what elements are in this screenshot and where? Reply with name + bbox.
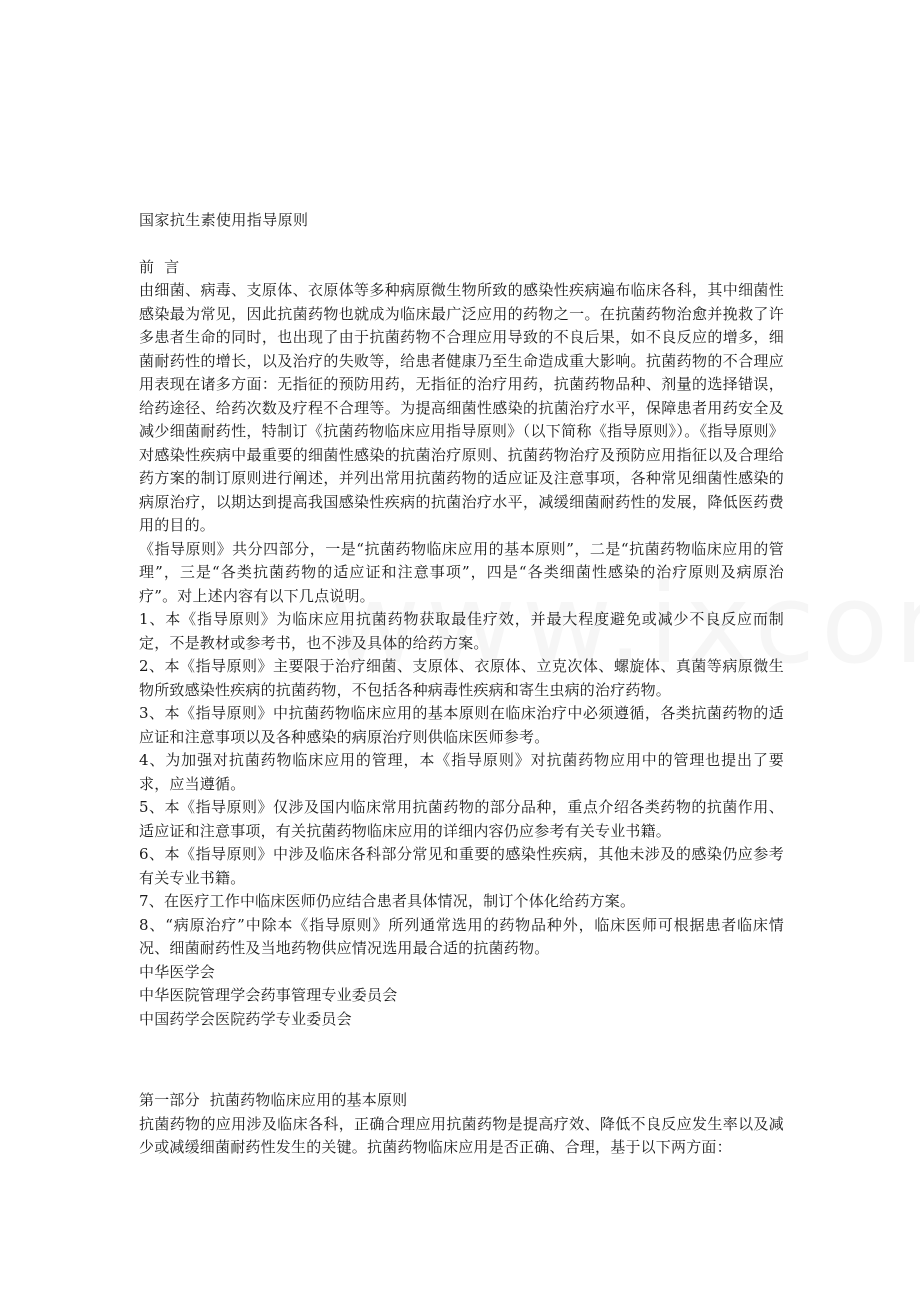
note-item-7: 7、在医疗工作中临床医师仍应结合患者具体情况，制订个体化给药方案。	[139, 892, 636, 910]
signatory-3: 中国药学会医院药学专业委员会	[139, 1009, 352, 1028]
part-one-heading: 第一部分 抗菌药物临床应用的基本原则	[139, 1091, 408, 1109]
note-item-8: 8、“病原治疗”中除本《指导原则》所列通常选用的药物品种外，临床医师可根据患者临床情况、细菌耐药性及当地药物供应情况选用最合适的抗菌药物。	[139, 915, 784, 957]
signatory-2: 中华医院管理学会药事管理专业委员会	[139, 986, 398, 1004]
note-item-5: 5、本《指导原则》仅涉及国内临床常用抗菌药物的部分品种，重点介绍各类药物的抗菌作用、适应证和注意事项，有关抗菌药物临床应用的详细内容仍应参考有关专业书籍。	[139, 798, 784, 840]
note-item-3: 3、本《指导原则》中抗菌药物临床应用的基本原则在临床治疗中必须遵循，各类抗菌药物的适应证和注意事项以及各种感染的病原治疗则供临床医师参考。	[139, 704, 784, 746]
note-item-2: 2、本《指导原则》主要限于治疗细菌、支原体、衣原体、立克次体、螺旋体、真菌等病原微生物所致感染性疾病的抗菌药物，不包括各种病毒性疾病和寄生虫病的治疗药物。	[139, 657, 784, 699]
preface-paragraph-1: 由细菌、病毒、支原体、衣原体等多种病原微生物所致的感染性疾病遍布临床各科，其中细菌性感染最为常见，因此抗菌药物也就成为临床最广泛应用的药物之一。在抗菌药物治愈并挽救了许多患者生命的同时，也出现了由于抗菌药物不合理应用导致的不良后果，如不良反应的增多，细菌耐药性的增长，以及治疗的失败等，给患者健康乃至生命造成重大影响。抗菌药物的不合理应用表现在诸多方面：无指征的预防用药，无指征的治疗用药，抗菌药物品种、剂量的选择错误，给药途径、给药次数及疗程不合理等。为提高细菌性感染的抗菌治疗水平，保障患者用药安全及减少细菌耐药性，特制订《抗菌药物临床应用指导原则》（以下简称《指导原则》）。《指导原则》对感染性疾病中最重要的细菌性感染的抗菌治疗原则、抗菌药物治疗及预防应用指征以及合理给药方案的制订原则进行阐述，并列出常用抗菌药物的适应证及注意事项，各种常见细菌性感染的病原治疗，以期达到提高我国感染性疾病的抗菌治疗水平，减缓细菌耐药性的发展，降低医药费用的目的。	[139, 281, 784, 534]
document-title: 国家抗生素使用指导原则	[139, 211, 309, 229]
note-item-1: 1、本《指导原则》为临床应用抗菌药物获取最佳疗效，并最大程度避免或减少不良反应而制定，不是教材或参考书，也不涉及具体的给药方案。	[139, 610, 784, 652]
preface-paragraph-2: 《指导原则》共分四部分，一是“抗菌药物临床应用的基本原则”，二是“抗菌药物临床应用的管理”，三是“各类抗菌药物的适应证和注意事项”，四是“各类细菌性感染的治疗原则及病原治疗”。对上述内容有以下几点说明。	[139, 539, 784, 605]
part-one-intro: 抗菌药物的应用涉及临床各科，正确合理应用抗菌药物是提高疗效、降低不良反应发生率以及减少或减缓细菌耐药性发生的关键。抗菌药物临床应用是否正确、合理，基于以下两方面：	[139, 1114, 784, 1156]
note-item-4: 4、为加强对抗菌药物临床应用的管理，本《指导原则》对抗菌药物应用中的管理也提出了要求，应当遵循。	[139, 751, 784, 793]
preface-heading: 前 言	[139, 257, 180, 276]
signatory-1: 中华医学会	[139, 962, 216, 981]
document-page	[139, 0, 784, 1160]
note-item-6: 6、本《指导原则》中涉及临床各科部分常见和重要的感染性疾病，其他未涉及的感染仍应参考有关专业书籍。	[139, 845, 784, 887]
